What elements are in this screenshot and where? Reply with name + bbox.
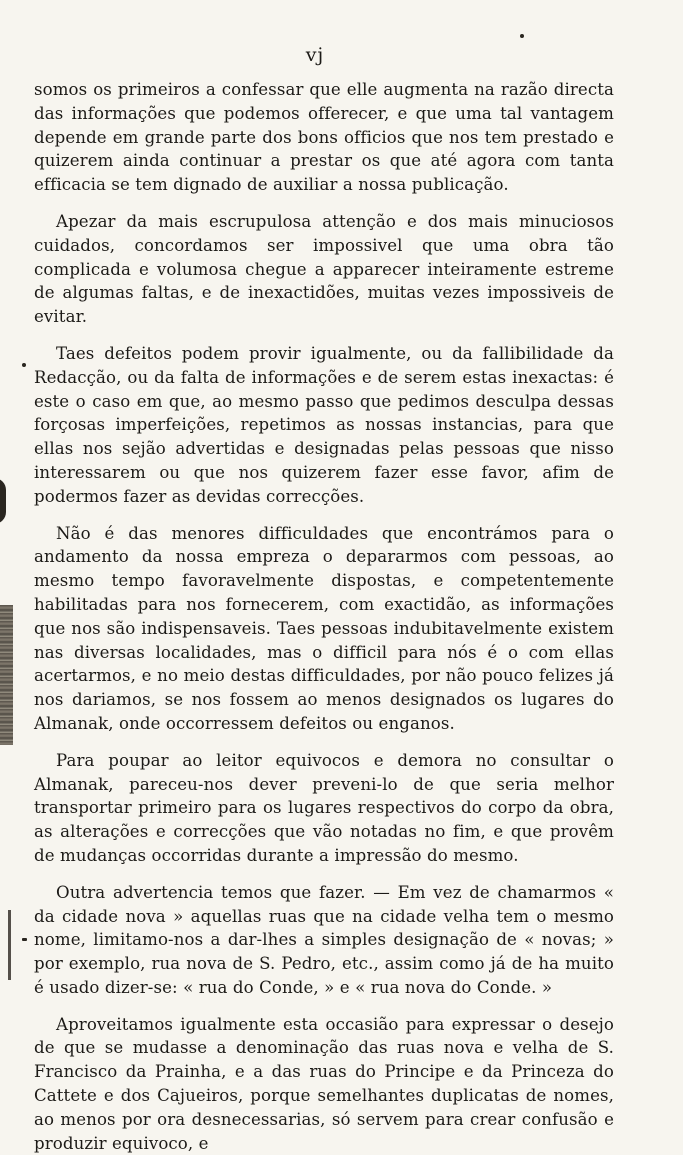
- paragraph-2: Apezar da mais escrupulosa attenção e dos mais minuciosos cuidados, concordamos ser impossivel que uma obra tão complicada e volumosa chegue a apparecer inteiramente estreme de algumas faltas, e de inexactidões, muitas vezes impossiveis de evitar.: [34, 211, 614, 327]
- binding-shadow: [0, 478, 6, 524]
- ink-speck: [520, 34, 524, 38]
- paragraph-5: Para poupar ao leitor equivocos e demora no consultar o Almanak, pareceu-nos dever preveni-lo de que seria melhor transportar primeiro para os lugares respectivos do corpo da obra, as alterações e correcções que vão notadas no fim, e que provêm de mudanças occorridas durante a impressão do mesmo.: [34, 750, 614, 865]
- ink-speck: [22, 938, 27, 941]
- paragraph-6: Outra advertencia temos que fazer. — Em vez de chamarmos « da cidade nova » aquellas ruas que na cidade velha tem o mesmo nome, limitamo-nos a dar-lhes a simples designação de « novas; » por exemplo, rua nova de S. Pedro, etc., assim como já de ha muito é usado dizer-se: « rua do Conde, » e « rua nova do Conde. »: [34, 882, 614, 997]
- paragraph-1: somos os primeiros a confessar que elle augmenta na razão directa das informações que podemos offerecer, e que uma tal vantagem depende em grande parte dos bons officios que nos tem prestado e quizerem ainda continuar a prestar os que até agora com tanta efficacia se tem dignado de auxiliar a nossa publicação.: [34, 80, 614, 195]
- page-number: vj: [305, 44, 325, 66]
- paragraph-4: Não é das menores difficuldades que encontrámos para o andamento da nossa empreza o depararmos com pessoas, ao mesmo tempo favoravelmente dispostas, e competentemente habilitadas para nos fornecerem, com exactidão, as informações que nos são indispensaveis. Taes pessoas indubitavelmente existem nas diversas localidades, mas o difficil para nós é o com ellas acertarmos, e no meio destas difficuldades, por não pouco felizes já nos dariamos, se nos fossem ao menos designados os lugares do Almanak, onde occorressem defeitos ou enganos.: [34, 523, 614, 733]
- paragraph-7: Aproveitamos igualmente esta occasião para expressar o desejo de que se mudasse a denominação das ruas nova e velha de S. Francisco da Prainha, e a das ruas do Principe e da Princeza do Cattete e dos Cajueiros, porque semelhantes duplicatas de nomes, ao menos por ora desnecessarias, só servem para crear confusão e produzir equivoco, e: [34, 1014, 614, 1153]
- ink-speck: [22, 363, 26, 367]
- body-text: [34, 78, 614, 1155]
- binding-shadow: [8, 910, 11, 980]
- binding-shadow: [0, 605, 13, 745]
- paragraph-3: Taes defeitos podem provir igualmente, ou da fallibilidade da Redacção, ou da falta de informações e de serem estas inexactas: é este o caso em que, ao mesmo passo que pedimos desculpa dessas forçosas imperfeições, repetimos as nossas instancias, para que ellas nos sejão advertidas e designadas pelas pessoas que nisso interessarem ou que nos quizerem fazer esse favor, afim de podermos fazer as devidas correcções.: [34, 343, 614, 506]
